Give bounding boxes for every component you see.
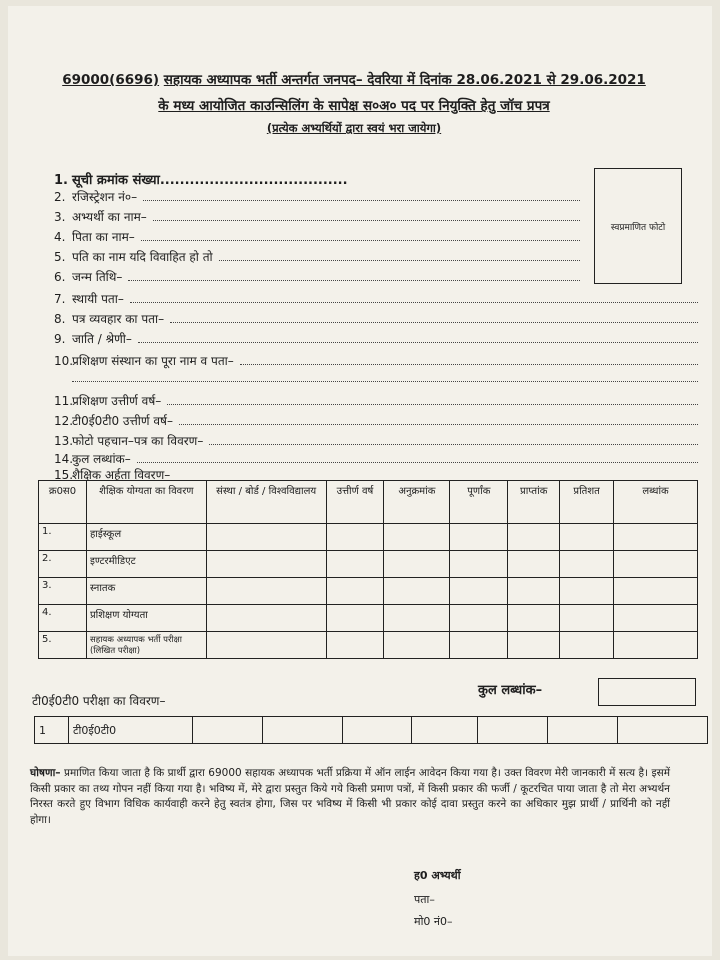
field-husband-name[interactable]: 5. पति का नाम यदि विवाहित हो तो <box>54 248 580 265</box>
tet-name: टी0ई0टी0 <box>68 717 192 744</box>
field-list-number[interactable]: 1. सूची क्रमांक संख्या...................................... <box>54 170 354 188</box>
table-row <box>39 551 698 578</box>
cell-input[interactable] <box>326 578 384 605</box>
cell-input[interactable] <box>206 605 326 632</box>
photo-box[interactable] <box>594 168 682 284</box>
tet-details-label: टी0ई0टी0 परीक्षा का विवरण– <box>32 694 166 708</box>
declaration-title: घोषणा– <box>30 767 61 779</box>
cell-input[interactable] <box>450 605 508 632</box>
row-sn: 5. <box>39 632 87 659</box>
education-table <box>38 480 698 659</box>
cell-input[interactable] <box>342 717 412 744</box>
photo-label: स्वप्रमाणित फोटो <box>610 222 666 233</box>
table-header: संस्था / बोर्ड / विश्वविद्यालय <box>206 481 326 524</box>
table-header: उत्तीर्ण वर्ष <box>326 481 384 524</box>
address-label: पता– <box>414 893 435 906</box>
table-row <box>39 605 698 632</box>
row-qualification: सहायक अध्यापक भर्ती परीक्षा (लिखित परीक्षा) <box>86 632 206 659</box>
cell-input[interactable] <box>192 717 262 744</box>
cell-input[interactable] <box>508 578 560 605</box>
field-label: स्थायी पता– <box>72 292 124 306</box>
cell-input[interactable] <box>548 717 618 744</box>
tet-sn: 1 <box>35 717 69 744</box>
table-header: क्र0स0 <box>39 481 87 524</box>
row-qualification: हाईस्कूल <box>86 524 206 551</box>
row-sn: 2. <box>39 551 87 578</box>
tet-table <box>34 716 708 744</box>
cell-input[interactable] <box>614 524 698 551</box>
cell-input[interactable] <box>614 605 698 632</box>
cell-input[interactable] <box>508 551 560 578</box>
cell-input[interactable] <box>206 578 326 605</box>
field-label: शैक्षिक अर्हता विवरण– <box>72 468 171 482</box>
cell-input[interactable] <box>206 524 326 551</box>
cell-input[interactable] <box>508 632 560 659</box>
table-header: प्रतिशत <box>560 481 614 524</box>
cell-input[interactable] <box>326 524 384 551</box>
cell-input[interactable] <box>508 605 560 632</box>
field-tet-year[interactable]: 12. टी0ई0टी0 उत्तीर्ण वर्ष– <box>54 412 698 429</box>
row-sn: 1. <box>39 524 87 551</box>
header-code: 69000(6696) <box>62 72 160 88</box>
cell-input[interactable] <box>560 551 614 578</box>
field-training-year[interactable]: 11. प्रशिक्षण उत्तीर्ण वर्ष– <box>54 392 698 409</box>
field-label: सूची क्रमांक संख्या...................................... <box>72 173 348 188</box>
signature-label: ह0 अभ्यर्थी <box>414 869 461 882</box>
row-sn: 4. <box>39 605 87 632</box>
table-row <box>35 717 708 744</box>
cell-input[interactable] <box>450 578 508 605</box>
cell-input[interactable] <box>384 578 450 605</box>
field-education: 15. शैक्षिक अर्हता विवरण– <box>54 468 171 482</box>
table-row <box>39 524 698 551</box>
table-row <box>39 632 698 659</box>
field-label: जाति / श्रेणी– <box>72 332 132 346</box>
cell-input[interactable] <box>384 605 450 632</box>
field-label: फोटो पहचान–पत्र का विवरण– <box>72 434 204 448</box>
cell-input[interactable] <box>384 524 450 551</box>
field-label: पत्र व्यवहार का पता– <box>72 312 165 326</box>
table-header: प्राप्तांक <box>508 481 560 524</box>
row-qualification: स्नातक <box>86 578 206 605</box>
field-label: पिता का नाम– <box>72 230 135 244</box>
field-total-marks[interactable]: 14. कुल लब्धांक– <box>54 450 698 467</box>
field-photo-id[interactable]: 13. फोटो पहचान–पत्र का विवरण– <box>54 432 698 449</box>
row-qualification: इण्टरमीडिएट <box>86 551 206 578</box>
field-label: टी0ई0टी0 उत्तीर्ण वर्ष– <box>72 414 173 428</box>
declaration-text: प्रमाणित किया जाता है कि प्रार्थी द्वारा 69000 सहायक अध्यापक भर्ती प्रक्रिया में ऑन लाईन आवेदन किया गया है। उक्त विवरण मेरी जानकारी में सत्य है। इसमें किसी प्रकार का तथ्य गोपन नहीं किया गया है। भविष्य में, मेरे द्वारा प्रस्तुत किये गये किसी प्रमाण पत्रों, में किसी प्रकार की फर्जी / कूटरचित पाया जाता है तो मेरा अभ्यर्थन निरस्त करते हुए विभाग विधिक कार्यवाही करने हेतु स्वतंत्र होगा, जिस पर भविष्य में किसी भी प्रकार कोई दावा प्रस्तुत करने का अधिकार मुझ प्रार्थी / प्रार्थिनी को नहीं होगा। <box>30 767 670 826</box>
field-training-institute-cont[interactable] <box>54 372 698 382</box>
cell-input[interactable] <box>326 605 384 632</box>
table-header: शैक्षिक योग्यता का विवरण <box>86 481 206 524</box>
cell-input[interactable] <box>450 524 508 551</box>
field-permanent-address[interactable]: 7. स्थायी पता– <box>54 290 698 307</box>
field-dob[interactable]: 6. जन्म तिथि– <box>54 268 580 285</box>
table-header-row <box>39 481 698 524</box>
header-line-2: के मध्य आयोजित काउन्सिलिंग के सापेक्ष स०अ० पद पर नियुक्ति हेतु जॉच प्रपत्र <box>158 98 550 114</box>
total-marks-label: कुल लब्धांक– <box>478 683 543 698</box>
row-qualification: प्रशिक्षण योग्यता <box>86 605 206 632</box>
header-line-1 <box>34 70 674 88</box>
cell-input[interactable] <box>560 632 614 659</box>
cell-input[interactable] <box>262 717 342 744</box>
cell-input[interactable] <box>206 632 326 659</box>
header-line-1-text: सहायक अध्यापक भर्ती अन्तर्गत जनपद– देवरिया में दिनांक 28.06.2021 से 29.06.2021 <box>163 72 646 88</box>
cell-input[interactable] <box>560 578 614 605</box>
field-label: कुल लब्धांक– <box>72 452 131 466</box>
cell-input[interactable] <box>326 632 384 659</box>
field-label: अभ्यर्थी का नाम– <box>72 210 147 224</box>
row-sn: 3. <box>39 578 87 605</box>
cell-input[interactable] <box>618 717 708 744</box>
cell-input[interactable] <box>450 551 508 578</box>
header-line-3: (प्रत्येक अभ्यर्थियों द्वारा स्वयं भरा जायेगा) <box>266 121 442 135</box>
field-label: पति का नाम यदि विवाहित हो तो <box>72 250 213 264</box>
cell-input[interactable] <box>384 632 450 659</box>
table-header: पूर्णांक <box>450 481 508 524</box>
table-header: लब्धांक <box>614 481 698 524</box>
cell-input[interactable] <box>560 605 614 632</box>
field-label: जन्म तिथि– <box>72 270 123 284</box>
cell-input[interactable] <box>614 632 698 659</box>
cell-input[interactable] <box>508 524 560 551</box>
cell-input[interactable] <box>614 578 698 605</box>
cell-input[interactable] <box>206 551 326 578</box>
mobile-label: मो0 नं0– <box>414 915 453 928</box>
table-header: अनुक्रमांक <box>384 481 450 524</box>
field-label: प्रशिक्षण संस्थान का पूरा नाम व पता– <box>72 354 234 368</box>
cell-input[interactable] <box>326 551 384 578</box>
field-training-institute[interactable]: 10. प्रशिक्षण संस्थान का पूरा नाम व पता– <box>54 352 698 369</box>
cell-input[interactable] <box>614 551 698 578</box>
cell-input[interactable] <box>478 717 548 744</box>
field-correspondence-address[interactable]: 8. पत्र व्यवहार का पता– <box>54 310 698 327</box>
field-caste-category[interactable]: 9. जाति / श्रेणी– <box>54 330 698 347</box>
field-father-name[interactable]: 4. पिता का नाम– <box>54 228 580 245</box>
field-registration[interactable]: 2. रजिस्ट्रेशन नं०– <box>54 188 580 205</box>
field-candidate-name[interactable]: 3. अभ्यर्थी का नाम– <box>54 208 580 225</box>
field-label: रजिस्ट्रेशन नं०– <box>72 190 138 204</box>
table-row <box>39 578 698 605</box>
total-marks-box[interactable] <box>598 678 696 706</box>
cell-input[interactable] <box>560 524 614 551</box>
cell-input[interactable] <box>450 632 508 659</box>
declaration <box>30 766 670 828</box>
cell-input[interactable] <box>412 717 478 744</box>
cell-input[interactable] <box>384 551 450 578</box>
field-label: प्रशिक्षण उत्तीर्ण वर्ष– <box>72 394 162 408</box>
